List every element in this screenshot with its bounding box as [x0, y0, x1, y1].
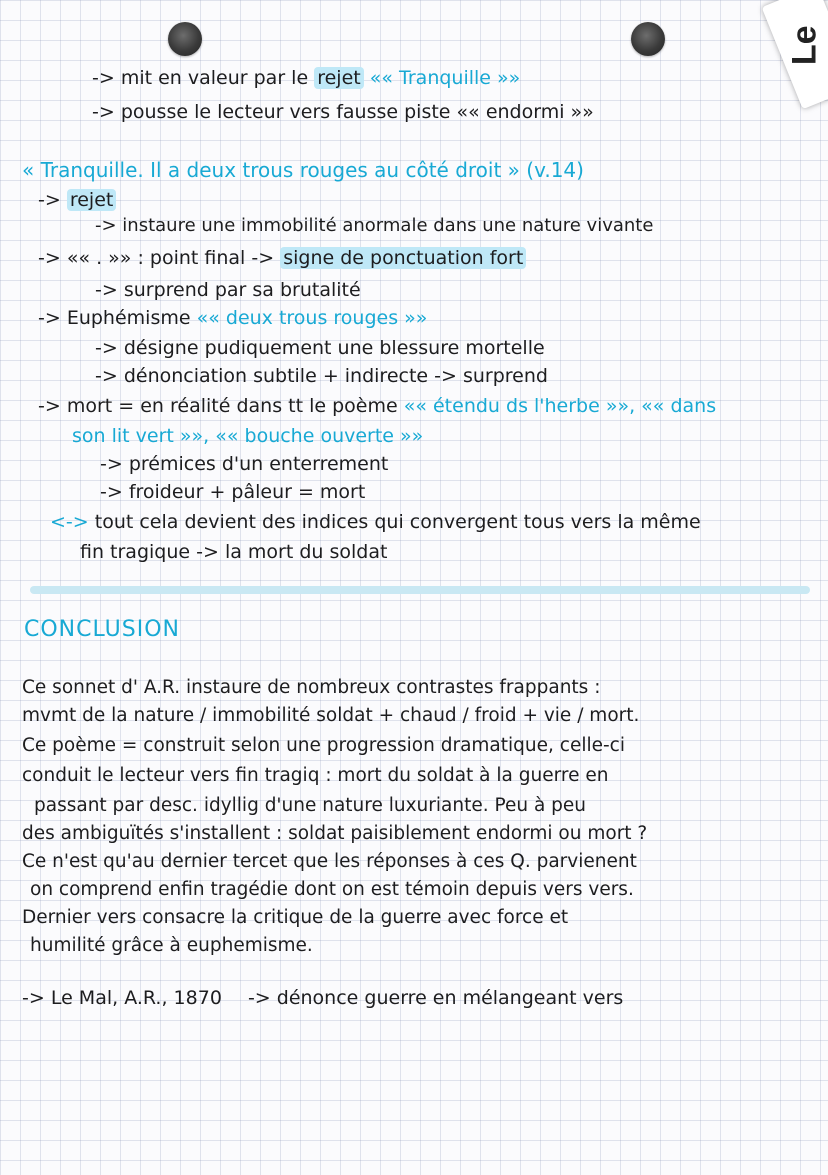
- analysis-line: -> surprend par sa brutalité: [95, 279, 361, 301]
- intro-line-1: -> mit en valeur par le rejet «« Tranquille »»: [92, 67, 521, 89]
- conclusion-line: mvmt de la nature / immobilité soldat + chaud / froid + vie / mort.: [22, 705, 640, 726]
- conclusion-line: Ce poème = construit selon une progression dramatique, celle-ci: [22, 735, 625, 756]
- analysis-line: son lit vert »», «« bouche ouverte »»: [72, 425, 424, 447]
- analysis-rejet: -> rejet: [38, 188, 116, 212]
- analysis-line: -> prémices d'un enterrement: [100, 453, 389, 475]
- binder-hole: [168, 22, 202, 56]
- analysis-line: -> Euphémisme «« deux trous rouges »»: [38, 307, 428, 329]
- conclusion-line: passant par desc. idyllig d'une nature luxuriante. Peu à peu: [34, 795, 587, 816]
- analysis-line: -> instaure une immobilité anormale dans une nature vivante: [95, 215, 654, 236]
- conclusion-heading: CONCLUSION: [24, 617, 180, 642]
- section-divider: [30, 586, 810, 594]
- conclusion-line: on comprend enfin tragédie dont on est témoin depuis vers vers.: [30, 879, 634, 900]
- analysis-line: -> désigne pudiquement une blessure mortelle: [95, 337, 545, 359]
- analysis-line: -> mort = en réalité dans tt le poème «« étendu ds l'herbe »», «« dans: [38, 395, 717, 417]
- conclusion-line: Ce n'est qu'au dernier tercet que les réponses à ces Q. parvienent: [22, 851, 637, 872]
- conclusion-line: conduit le lecteur vers fin tragiq : mort du soldat à la guerre en: [22, 765, 609, 786]
- analysis-line: <-> tout cela devient des indices qui convergent tous vers la même: [50, 511, 701, 533]
- page-tab: [762, 0, 828, 109]
- analysis-line: -> froideur + pâleur = mort: [100, 481, 366, 503]
- quote-heading: « Tranquille. Il a deux trous rouges au côté droit » (v.14): [22, 158, 584, 182]
- intro-line-2: -> pousse le lecteur vers fausse piste «« endormi »»: [92, 101, 594, 123]
- analysis-line: fin tragique -> la mort du soldat: [80, 541, 388, 563]
- conclusion-line: Ce sonnet d' A.R. instaure de nombreux contrastes frappants :: [22, 677, 601, 698]
- binder-hole: [631, 22, 665, 56]
- reference-line: -> Le Mal, A.R., 1870 -> dénonce guerre en mélangeant vers: [22, 987, 624, 1009]
- conclusion-line: des ambiguïtés s'installent : soldat paisiblement endormi ou mort ?: [22, 823, 648, 844]
- analysis-line: -> «« . »» : point final -> signe de ponctuation fort: [38, 246, 526, 270]
- conclusion-line: humilité grâce à euphemisme.: [30, 935, 313, 956]
- tab-label: Le: [785, 25, 824, 66]
- conclusion-line: Dernier vers consacre la critique de la guerre avec force et: [22, 907, 569, 928]
- analysis-line: -> dénonciation subtile + indirecte -> surprend: [95, 365, 548, 387]
